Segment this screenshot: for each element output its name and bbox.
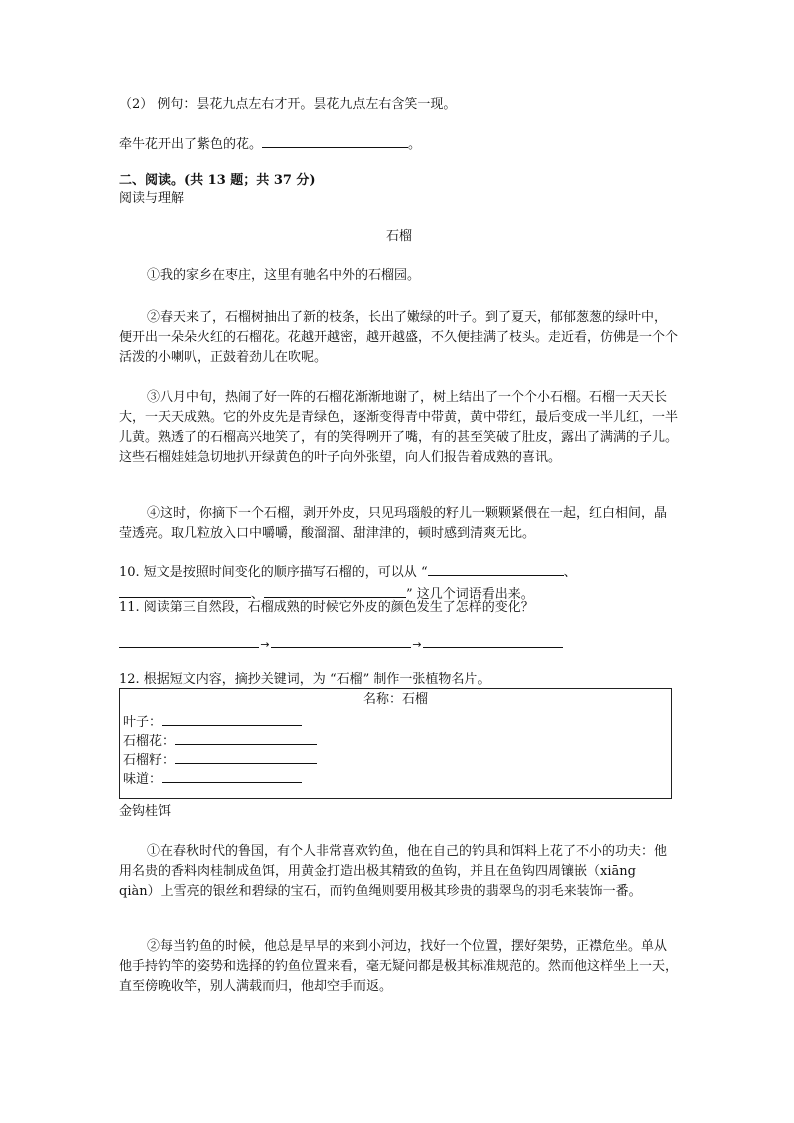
passage1-paragraph-3: ③八月中旬，热闹了好一阵的石榴花渐渐地谢了，树上结出了一个个小石榴。石榴一天天长大，一天天成熟。它的外皮先是青绿色，逐渐变得青中带黄，黄中带红，最后变成一半儿红，一半儿黄。熟透了的石榴高兴地笑了，有的笑得咧开了嘴，有的甚至笑破了肚皮，露出了满满的子儿。这些石榴娃娃急切地扒开绿黄色的叶子向外张望，向人们报告着成熟的喜讯。 <box>119 390 679 465</box>
card-leaf-blank[interactable] <box>162 711 302 726</box>
question-11: 11. 阅读第三自然段，石榴成熟的时候它外皮的颜色发生了怎样的变化？ <box>119 600 534 615</box>
passage2-title: 金钩桂饵 <box>119 804 172 819</box>
passage1-paragraph-4: ④这时，你摘下一个石榴，剥开外皮，只见玛瑙般的籽儿一颗颗紧偎在一起，红白相间，晶莹透亮。取几粒放入口中嚼嚼，酸溜溜、甜津津的，顿时感到清爽无比。 <box>119 506 668 541</box>
card-row-leaf: 叶子： <box>123 711 302 732</box>
card-row-flower: 石榴花： <box>123 730 317 751</box>
section-subheading: 阅读与理解 <box>119 191 185 206</box>
q11-blank-1[interactable] <box>119 633 259 648</box>
arrow-right-icon: → <box>260 638 270 651</box>
plant-card-title: 名称：石榴 <box>362 692 428 707</box>
q10-text: 10. 短文是按照时间变化的顺序描写石榴的，可以从 “ <box>119 565 428 580</box>
q11-answer-row <box>119 633 589 655</box>
card-row-seed: 石榴籽： <box>123 749 317 770</box>
passage1-paragraph-1: ①我的家乡在枣庄，这里有驰名中外的石榴园。 <box>147 268 421 283</box>
q2-example: （2） 例句：昙花九点左右才开。昙花九点左右含笑一现。 <box>119 97 457 112</box>
passage1-paragraph-2: ②春天来了，石榴树抽出了新的枝条，长出了嫩绿的叶子。到了夏天，郁郁葱葱的绿叶中，便开出一朵朵火红的石榴花。花越开越密，越开越盛，不久便挂满了枝头。走近看，仿佛是一个个活泼的小喇叭，正鼓着劲儿在吹呢。 <box>119 310 679 365</box>
card-seed-blank[interactable] <box>175 749 317 764</box>
section-heading: 二、阅读。(共 13 题；共 37 分) <box>119 173 316 188</box>
q10-blank-2[interactable] <box>119 583 251 598</box>
passage2-paragraph-1: ①在春秋时代的鲁国，有个人非常喜欢钓鱼，他在自己的钓具和饵料上花了不小的功夫：他用名贵的香料肉桂制成鱼饵，用黄金打造出极其精致的鱼钩，并且在鱼钩四周镶嵌（xiāng qiàn）上雪亮的银丝和碧绿的宝石，而钓鱼绳则要用极其珍贵的翡翠鸟的羽毛来装饰一番。 <box>119 844 668 899</box>
card-taste-blank[interactable] <box>162 768 302 783</box>
q10-blank-3[interactable] <box>264 583 406 598</box>
card-flower-blank[interactable] <box>175 730 317 745</box>
plant-card <box>119 688 672 799</box>
q11-blank-2[interactable] <box>271 633 411 648</box>
q2-prompt: 牵牛花开出了紫色的花。 <box>119 137 263 152</box>
arrow-right-icon: → <box>412 638 422 651</box>
q2-end: 。 <box>408 137 422 152</box>
question-12: 12. 根据短文内容，摘抄关键词，为 “石榴” 制作一张植物名片。 <box>119 672 491 687</box>
question-10: 10. 短文是按照时间变化的顺序描写石榴的，可以从 “ 、 、 ” 这几个词语看出来。 <box>119 561 679 605</box>
q10-blank-1[interactable] <box>428 561 564 576</box>
q2-prompt-line <box>119 133 679 155</box>
q2-answer-blank[interactable] <box>262 133 408 148</box>
q10-end: ” 这几个词语看出来。 <box>406 587 534 602</box>
q11-blank-3[interactable] <box>423 633 563 648</box>
passage1-title: 石榴 <box>385 229 412 244</box>
card-row-taste: 味道： <box>123 768 302 789</box>
passage2-paragraph-2: ②每当钓鱼的时候，他总是早早的来到小河边，找好一个位置，摆好架势，正襟危坐。单从他手持钓竿的姿势和选择的钓鱼位置来看，毫无疑问都是极其标准规范的。然而他这样坐上一天，直至傍晚收竿，别人满载而归，他却空手而返。 <box>119 939 679 994</box>
